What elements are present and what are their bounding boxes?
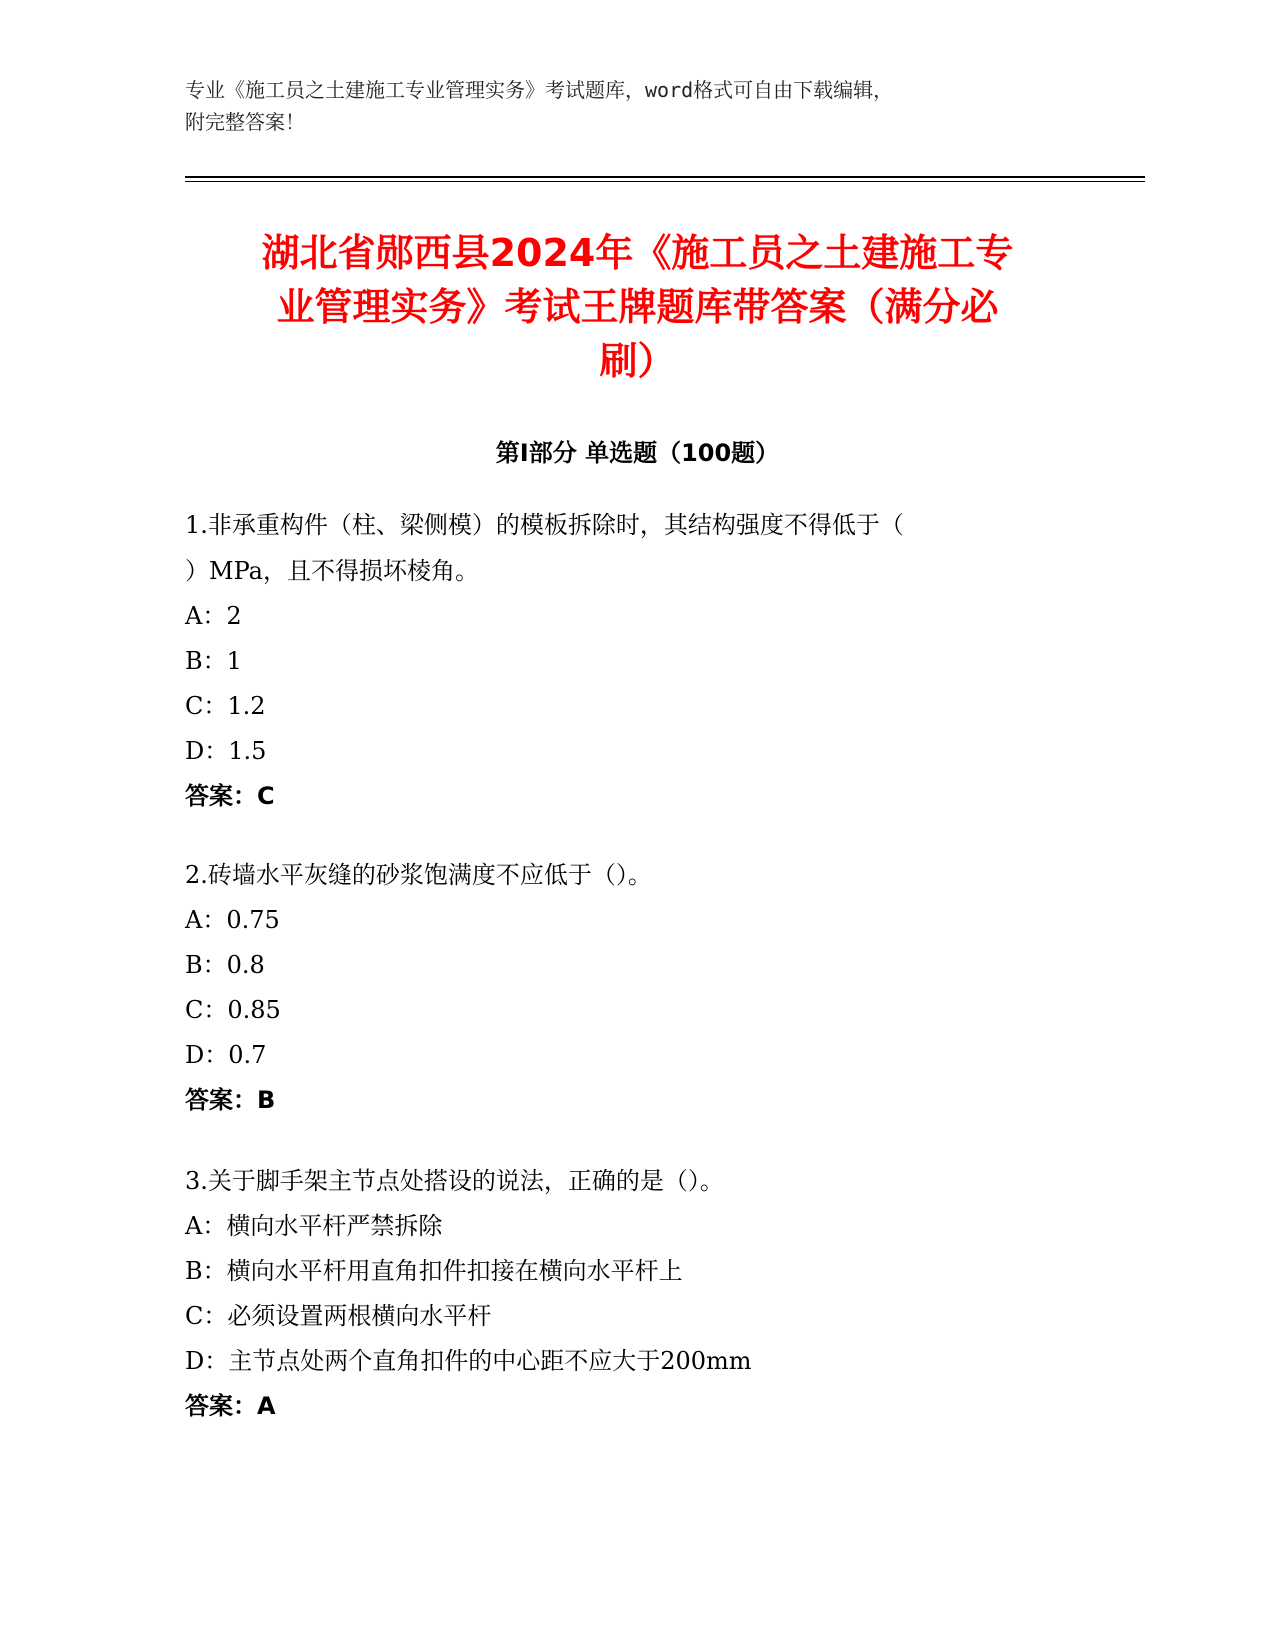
option-c: C：0.85 — [185, 996, 281, 1024]
title-line: 刷） — [599, 339, 676, 383]
question-stem: 2.砖墙水平灰缝的砂浆饱满度不应低于（）。 — [185, 861, 652, 889]
option-d: D：主节点处两个直角扣件的中心距不应大于200mm — [185, 1347, 752, 1375]
option-c: C：1.2 — [185, 692, 266, 720]
question-stem: ）MPa，且不得损坏棱角。 — [185, 557, 479, 585]
answer: 答案：A — [185, 1392, 276, 1420]
title-line: 业管理实务》考试王牌题库带答案（满分必 — [276, 285, 999, 329]
option-a: A：2 — [185, 602, 242, 630]
question-stem: 3.关于脚手架主节点处搭设的说法，正确的是（）。 — [185, 1167, 724, 1195]
option-d: D：1.5 — [185, 737, 267, 765]
option-a: A：横向水平杆严禁拆除 — [185, 1212, 443, 1240]
question-2 — [185, 852, 1085, 1123]
header-divider-thin — [185, 181, 1145, 182]
header-note-line: 附完整答案！ — [185, 110, 305, 134]
title-line: 湖北省郧西县2024年《施工员之土建施工专 — [261, 231, 1014, 275]
header-divider — [185, 176, 1145, 178]
option-c: C：必须设置两根横向水平杆 — [185, 1302, 492, 1330]
option-b: B：横向水平杆用直角扣件扣接在横向水平杆上 — [185, 1257, 683, 1285]
header-note-line: 专业《施工员之土建施工专业管理实务》考试题库，word格式可自由下载编辑， — [185, 78, 894, 102]
option-b: B：0.8 — [185, 951, 265, 979]
question-stem: 1.非承重构件（柱、梁侧模）的模板拆除时，其结构强度不得低于（ — [185, 511, 904, 539]
option-a: A：0.75 — [185, 906, 280, 934]
answer: 答案：C — [185, 782, 275, 810]
header-note — [185, 74, 1065, 138]
document-title — [185, 226, 1090, 388]
question-1 — [185, 502, 1085, 819]
section-heading: 第I部分 单选题（100题） — [495, 439, 780, 467]
option-d: D：0.7 — [185, 1041, 267, 1069]
question-3 — [185, 1158, 1085, 1429]
answer: 答案：B — [185, 1086, 276, 1114]
option-b: B：1 — [185, 647, 242, 675]
